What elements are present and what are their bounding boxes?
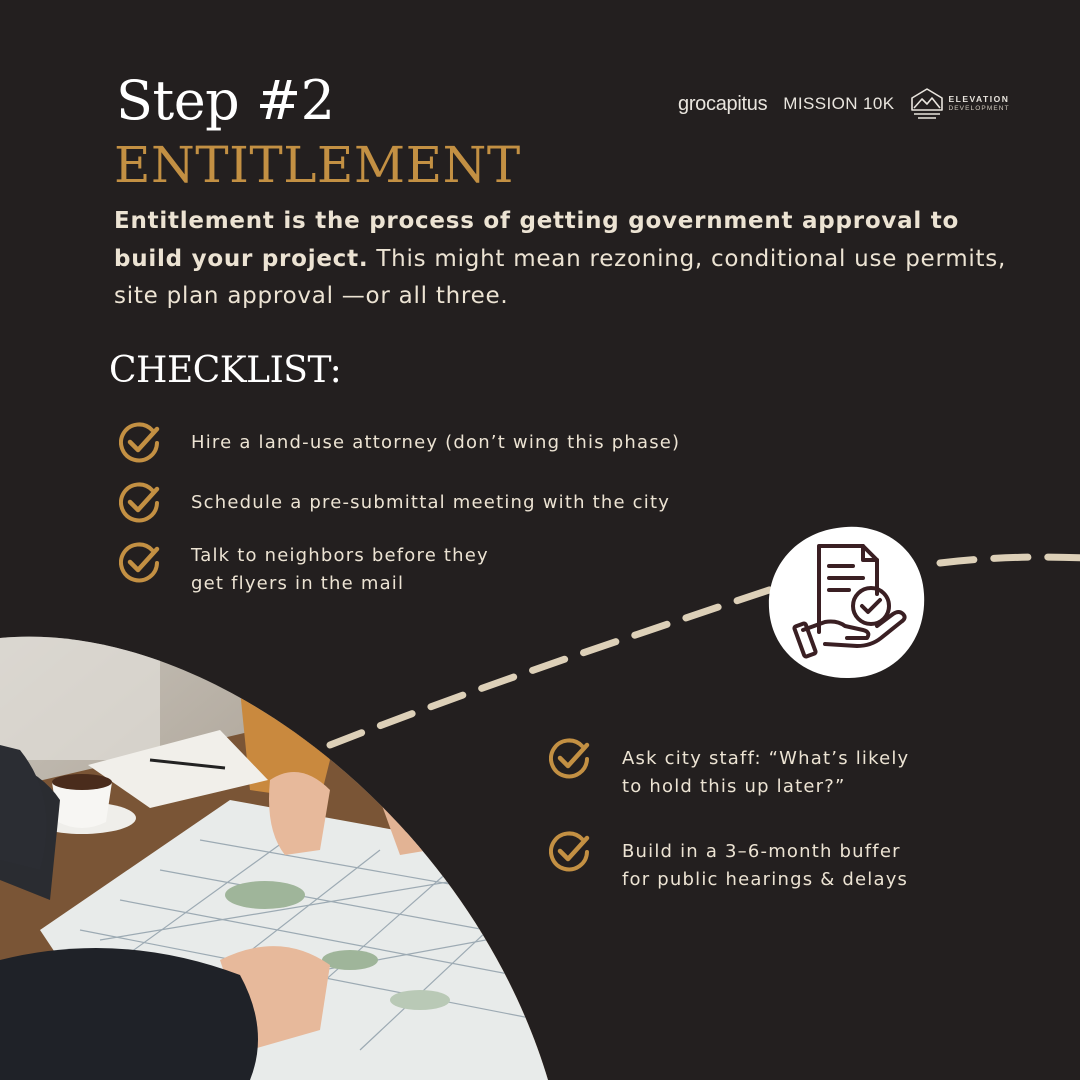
step-title: Step #2 (116, 69, 335, 132)
circle-check-icon (119, 541, 161, 583)
intro-bold: Entitlement is the process of getting government approval to build your project. (114, 208, 960, 272)
development-wordmark: DEVELOPMENT (948, 105, 1010, 112)
circle-check-icon (549, 737, 591, 779)
checklist-item-city-staff (622, 745, 909, 801)
phase-title: ENTITLEMENT (114, 136, 521, 194)
partner-logos (678, 88, 1010, 120)
grocapitus-logo: grocapitus (678, 92, 768, 115)
checklist-item-pre-submittal (191, 489, 670, 517)
checklist-item-line: get flyers in the mail (191, 573, 405, 594)
checklist-title: CHECKLIST: (109, 350, 342, 391)
elevation-development-logo (910, 88, 1009, 120)
checklist-item-line: to hold this up later?” (622, 776, 846, 797)
checklist-item-line: Schedule a pre-submittal meeting with the city (191, 492, 671, 513)
intro-rest: This might mean rezoning, conditional use permits, site plan approval —or all three. (114, 245, 1007, 309)
checklist-item-line: Ask city staff: “What’s likely (622, 748, 910, 769)
document-approval-hand-icon (767, 522, 927, 682)
intro-paragraph (114, 203, 1014, 316)
mission-10k-logo: MISSION 10K (783, 94, 895, 113)
checklist-item-line: Hire a land-use attorney (don’t wing this phase) (191, 432, 681, 453)
checklist-item-buffer (622, 838, 908, 894)
circle-check-icon (119, 421, 161, 463)
checklist-item-neighbors (191, 542, 489, 598)
circle-check-icon (119, 481, 161, 523)
checklist-item-line: Build in a 3–6-month buffer (622, 841, 901, 862)
elevation-wordmark: ELEVATION (948, 94, 1010, 104)
checklist-item-attorney (191, 429, 680, 457)
checklist-item-line: Talk to neighbors before they (191, 545, 489, 566)
mountain-icon (910, 88, 944, 120)
checklist-item-line: for public hearings & delays (622, 869, 909, 890)
circle-check-icon (549, 830, 591, 872)
